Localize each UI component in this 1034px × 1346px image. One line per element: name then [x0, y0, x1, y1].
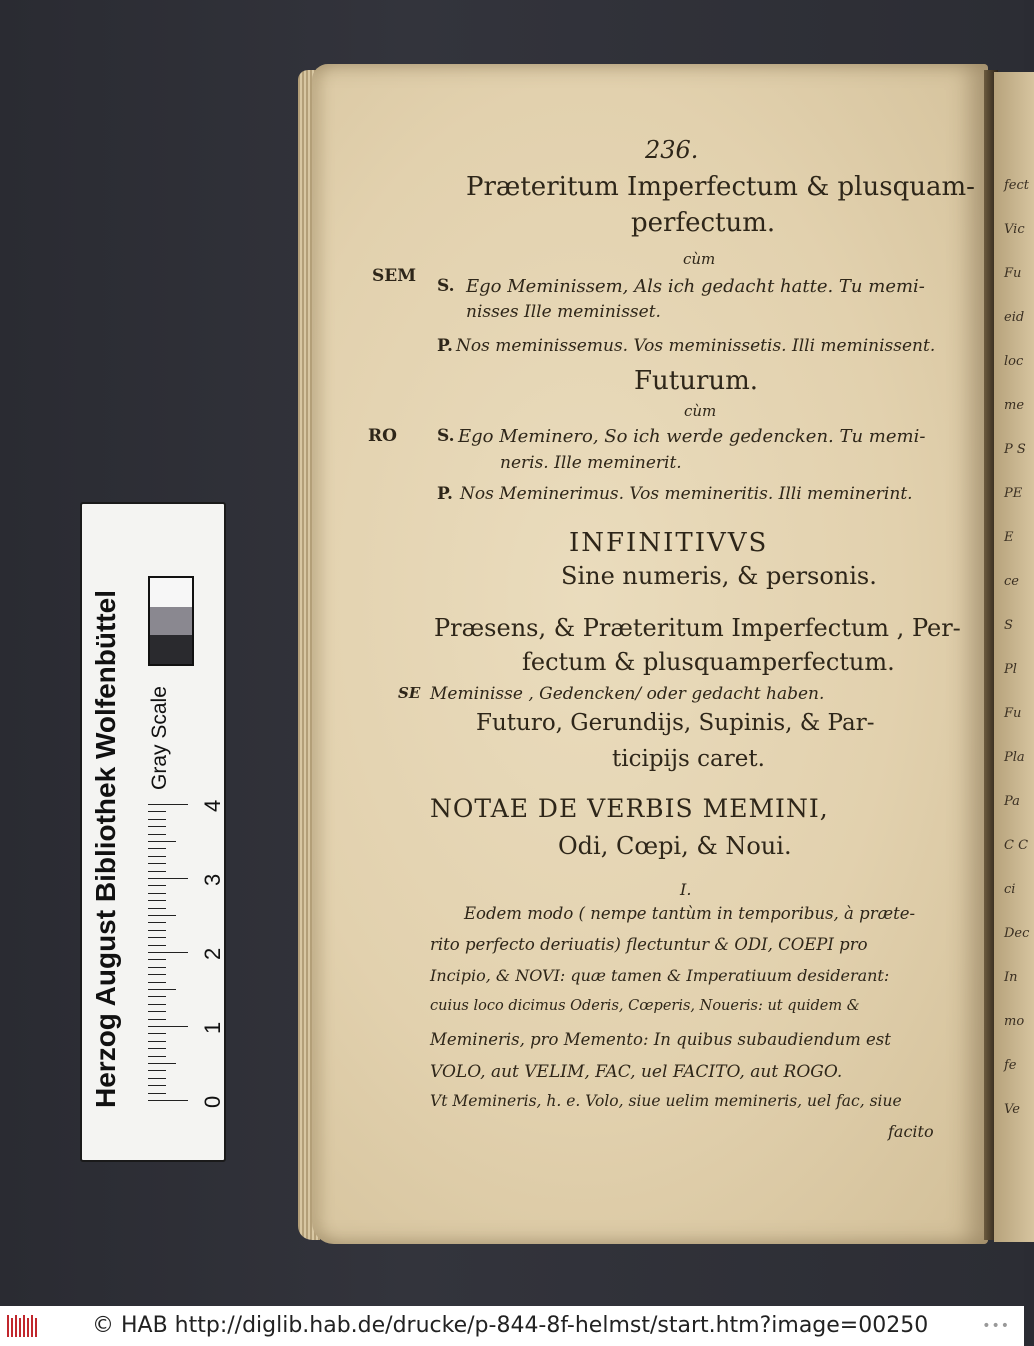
- swatch-gray: [150, 607, 192, 636]
- facing-page-fragment: S: [1004, 618, 1013, 633]
- scale-tick: [148, 915, 176, 916]
- facing-page-fragment: loc: [1004, 354, 1024, 369]
- facing-page-fragment: ci: [1004, 882, 1016, 897]
- heading-preterite: Præteritum Imperfectum & plusquam-: [466, 172, 975, 202]
- scale-tick: [148, 819, 166, 820]
- facing-page-fragment: me: [1004, 398, 1025, 413]
- scale-tick: [148, 893, 166, 894]
- singular-label: S.: [437, 426, 455, 446]
- futuro-line-2: ticipijs caret.: [612, 746, 765, 772]
- scale-tick: [148, 885, 166, 886]
- scale-tick: [148, 1056, 166, 1057]
- scale-tick: [148, 1011, 166, 1012]
- scale-tick: [148, 1093, 166, 1094]
- copyright-url[interactable]: © HAB http://diglib.hab.de/drucke/p-844-8f-helmst/start.htm?image=00250: [92, 1313, 929, 1338]
- subheading-infinitivus: Sine numeris, & personis.: [561, 562, 877, 590]
- note-line: Incipio, & NOVI: quæ tamen & Imperatiuum desiderant:: [430, 966, 890, 985]
- scale-tick: [148, 952, 188, 953]
- facing-page-fragment: Pl: [1004, 662, 1017, 677]
- swatch-white: [150, 578, 192, 607]
- ro-singular-line-1: Ego Meminero, So ich werde gedencken. Tu memi-: [458, 426, 926, 447]
- scale-tick: [148, 908, 166, 909]
- facing-page-fragment: fe: [1004, 1058, 1017, 1073]
- facing-page-fragment: Fu: [1004, 706, 1022, 721]
- scale-number: 3: [200, 873, 225, 886]
- facing-page-fragment: C C: [1004, 838, 1029, 853]
- scale-tick: [148, 1048, 166, 1049]
- swatch-black: [150, 635, 192, 664]
- facing-page-fragment: Vic: [1004, 222, 1025, 237]
- scale-tick: [148, 982, 166, 983]
- facing-page-fragment: Fu: [1004, 266, 1022, 281]
- scale-tick: [148, 1100, 188, 1101]
- facing-page-fragment: Dec: [1004, 926, 1030, 941]
- scale-tick: [148, 834, 166, 835]
- facing-page-fragment: E: [1004, 530, 1014, 545]
- scale-tick: [148, 937, 166, 938]
- scale-tick: [148, 1004, 166, 1005]
- facing-page-fragment: fect: [1004, 178, 1030, 193]
- facing-page-fragment: eid: [1004, 310, 1025, 325]
- scale-tick: [148, 1041, 166, 1042]
- facing-page-fragment: ce: [1004, 574, 1019, 589]
- facing-page-fragment: mo: [1004, 1014, 1025, 1029]
- facing-page-fragment: Pla: [1004, 750, 1025, 765]
- heading-preterite-cont: perfectum.: [631, 208, 776, 238]
- note-line: Memineris, pro Memento: In quibus subaudiendum est: [430, 1030, 891, 1049]
- facing-page-fragment: Ve: [1004, 1102, 1020, 1117]
- scale-tick: [148, 945, 166, 946]
- heading-praesens-cont: fectum & plusquamperfectum.: [522, 648, 895, 676]
- scale-number: 2: [200, 947, 225, 960]
- facing-page-fragment: Pa: [1004, 794, 1020, 809]
- hab-logo-icon: [6, 1314, 40, 1338]
- note-line: cuius loco dicimus Oderis, Cœperis, Noueris: ut quidem &: [430, 998, 860, 1014]
- library-name: Herzog August Bibliothek Wolfenbüttel: [90, 590, 121, 1108]
- gray-swatches: [148, 576, 194, 666]
- note-line: Vt Memineris, h. e. Volo, siue uelim memineris, uel fac, siue: [430, 1092, 902, 1110]
- margin-marker-se: SE: [398, 684, 421, 702]
- cum-label: cùm: [683, 250, 716, 268]
- scale-tick: [148, 1063, 176, 1064]
- more-menu-icon[interactable]: •••: [982, 1318, 1010, 1334]
- ro-singular-line-2: neris. Ille meminerit.: [500, 453, 682, 473]
- scale-tick: [148, 841, 176, 842]
- scale-tick: [148, 900, 166, 901]
- sem-plural-line: Nos meminissemus. Vos meminissetis. Illi meminissent.: [456, 336, 936, 356]
- scale-number: 4: [200, 799, 225, 812]
- facing-page-fragment: P S: [1004, 442, 1026, 457]
- margin-marker-sem: SEM: [372, 266, 417, 286]
- page-number: 236.: [645, 136, 699, 164]
- scale-tick: [148, 967, 166, 968]
- note-line: VOLO, aut VELIM, FAC, uel FACITO, aut ROGO.: [430, 1062, 843, 1082]
- scale-tick: [148, 996, 166, 997]
- scale-tick: [148, 989, 176, 990]
- scale-tick: [148, 1033, 166, 1034]
- scale-tick: [148, 1026, 188, 1027]
- plural-label: P.: [437, 484, 453, 504]
- scale-tick: [148, 959, 166, 960]
- heading-notae: NOTAE DE VERBIS MEMINI,: [430, 794, 829, 823]
- heading-praesens: Præsens, & Præteritum Imperfectum , Per-: [434, 614, 961, 642]
- note-line: Eodem modo ( nempe tantùm in temporibus, à præte-: [464, 904, 916, 923]
- scale-tick: [148, 974, 166, 975]
- singular-label: S.: [437, 276, 455, 296]
- facing-page-fragment: PE: [1004, 486, 1023, 501]
- scale-number: 0: [200, 1095, 225, 1108]
- gray-scale-label: Gray Scale: [148, 686, 171, 790]
- plural-label: P.: [437, 336, 453, 356]
- scale-tick: [148, 826, 166, 827]
- margin-marker-ro: RO: [368, 426, 397, 446]
- scale-tick: [148, 1085, 166, 1086]
- heading-notae-cont: Odi, Cœpi, & Noui.: [558, 832, 792, 860]
- scale-tick: [148, 871, 166, 872]
- gray-scale-ruler: [80, 502, 226, 1162]
- scale-number: 1: [200, 1021, 225, 1034]
- scale-tick: [148, 848, 166, 849]
- note-line: rito perfecto deriuatis) flectuntur & ODI, COEPI pro: [430, 935, 868, 954]
- futuro-line-1: Futuro, Gerundijs, Supinis, & Par-: [476, 710, 875, 736]
- scale-tick: [148, 1019, 166, 1020]
- sem-singular-line-2: nisses Ille meminisset.: [466, 302, 661, 322]
- scale-ticks: [148, 790, 188, 1100]
- scale-tick: [148, 1070, 166, 1071]
- scale-tick: [148, 856, 166, 857]
- se-line: Meminisse , Gedencken/ oder gedacht haben.: [430, 684, 825, 704]
- scale-tick: [148, 863, 166, 864]
- cum-label: cùm: [684, 402, 717, 420]
- note-number: I.: [680, 880, 692, 899]
- scale-tick: [148, 1078, 166, 1079]
- scale-tick: [148, 811, 166, 812]
- catchword: facito: [888, 1122, 934, 1141]
- heading-futurum: Futurum.: [634, 366, 759, 396]
- facing-page-fragment: In: [1004, 970, 1018, 985]
- sem-singular-line-1: Ego Meminissem, Als ich gedacht hatte. Tu memi-: [466, 276, 925, 297]
- scale-tick: [148, 922, 166, 923]
- heading-infinitivus: INFINITIVVS: [569, 528, 769, 558]
- scale-tick: [148, 878, 188, 879]
- scale-tick: [148, 804, 188, 805]
- ro-plural-line: Nos Meminerimus. Vos memineritis. Illi meminerint.: [460, 484, 913, 504]
- scale-tick: [148, 930, 166, 931]
- footer-bar: [0, 1306, 1024, 1346]
